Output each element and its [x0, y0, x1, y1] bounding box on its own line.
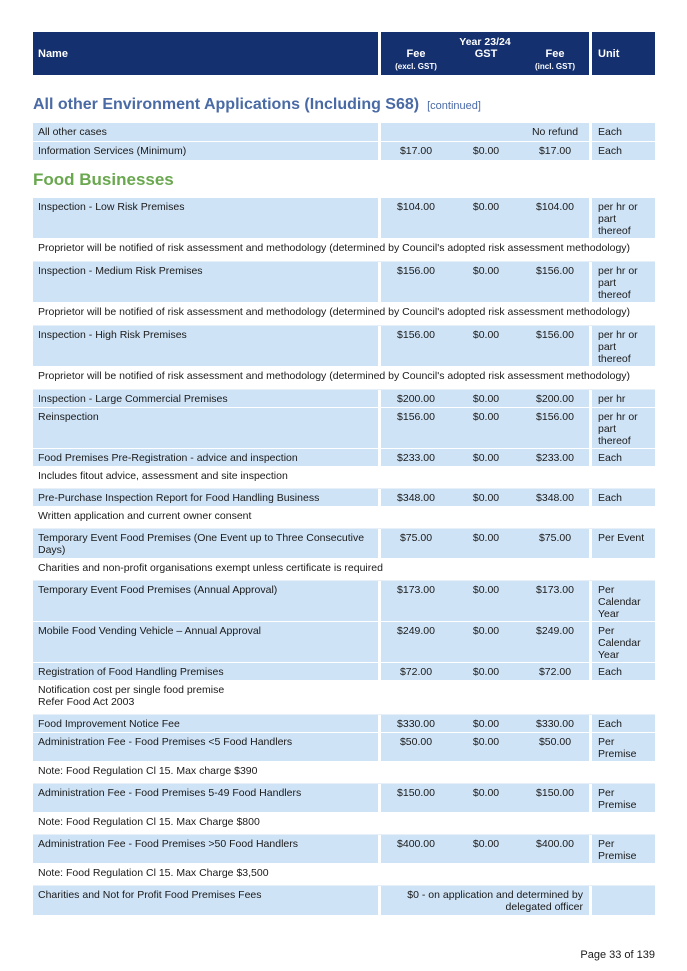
gst-cell: $0.00	[451, 715, 521, 732]
table-row	[33, 663, 655, 680]
unit-cell: Each	[592, 449, 655, 466]
table-note: Note: Food Regulation Cl 15. Max charge $390	[33, 762, 655, 784]
table-row	[33, 489, 655, 506]
gst-cell: $0.00	[451, 663, 521, 680]
fee-incl-cell: $50.00	[521, 733, 589, 761]
section-title-environment: All other Environment Applications (Including S68) [continued]	[33, 96, 481, 113]
gst-cell: $0.00	[451, 408, 521, 448]
unit-cell: Per Calendar Year	[592, 622, 655, 662]
gst-cell: $0.00	[451, 142, 521, 160]
table-row	[33, 198, 655, 238]
fee-name-cell: Food Improvement Notice Fee	[33, 715, 378, 732]
table-note: Proprietor will be notified of risk assessment and methodology (determined by Council's adopted risk assessment methodology)	[33, 303, 655, 326]
table-note: Note: Food Regulation Cl 15. Max Charge $800	[33, 813, 655, 835]
gst-cell: $0.00	[451, 489, 521, 506]
fee-incl-cell: $200.00	[521, 390, 589, 407]
table-row	[33, 123, 655, 141]
fee-name-cell: Administration Fee - Food Premises <5 Food Handlers	[33, 733, 378, 761]
fee-incl-cell: $330.00	[521, 715, 589, 732]
fee-excl-cell: $156.00	[381, 326, 451, 366]
fee-excl-cell: $173.00	[381, 581, 451, 621]
fee-excl-cell: $75.00	[381, 529, 451, 558]
table-row	[33, 886, 655, 915]
fee-excl-cell: $400.00	[381, 835, 451, 863]
fee-name-cell: Administration Fee - Food Premises 5-49 Food Handlers	[33, 784, 378, 812]
unit-cell: Per Calendar Year	[592, 581, 655, 621]
unit-cell: Per Premise	[592, 835, 655, 863]
fee-name-cell: All other cases	[33, 123, 378, 141]
header-name: Name	[33, 32, 378, 75]
fee-name-cell: Pre-Purchase Inspection Report for Food Handling Business	[33, 489, 378, 506]
fee-name-cell: Temporary Event Food Premises (One Event up to Three Consecutive Days)	[33, 529, 378, 558]
fee-excl-cell: $330.00	[381, 715, 451, 732]
table-row	[33, 529, 655, 558]
fee-excl-cell: $17.00	[381, 142, 451, 160]
table-row	[33, 142, 655, 160]
fee-name-cell: Reinspection	[33, 408, 378, 448]
fee-excl-cell: $249.00	[381, 622, 451, 662]
gst-cell: $0.00	[451, 581, 521, 621]
fee-name-cell: Inspection - Medium Risk Premises	[33, 262, 378, 302]
table-row	[33, 622, 655, 662]
table-row	[33, 581, 655, 621]
gst-cell: $0.00	[451, 326, 521, 366]
fee-incl-cell: No refund	[521, 123, 589, 141]
unit-cell: Per Event	[592, 529, 655, 558]
table-row	[33, 390, 655, 407]
fee-excl-cell: $348.00	[381, 489, 451, 506]
fee-incl-cell: $104.00	[521, 198, 589, 238]
fee-note-cell: $0 - on application and determined by delegated officer	[381, 886, 589, 915]
fee-name-cell: Food Premises Pre-Registration - advice and inspection	[33, 449, 378, 466]
table-row	[33, 262, 655, 302]
fee-incl-cell: $75.00	[521, 529, 589, 558]
table-row	[33, 449, 655, 466]
unit-cell: Each	[592, 489, 655, 506]
gst-cell: $0.00	[451, 390, 521, 407]
fee-name-cell: Inspection - Low Risk Premises	[33, 198, 378, 238]
fee-incl-cell: $72.00	[521, 663, 589, 680]
fee-incl-cell: $156.00	[521, 408, 589, 448]
unit-cell: Each	[592, 715, 655, 732]
fee-incl-cell: $173.00	[521, 581, 589, 621]
table-note: Note: Food Regulation Cl 15. Max Charge $3,500	[33, 864, 655, 886]
fee-excl-cell: $72.00	[381, 663, 451, 680]
fee-name-cell: Information Services (Minimum)	[33, 142, 378, 160]
table-note: Charities and non-profit organisations exempt unless certificate is required	[33, 559, 655, 581]
table-note: Proprietor will be notified of risk assessment and methodology (determined by Council's adopted risk assessment methodology)	[33, 239, 655, 262]
unit-cell: Each	[592, 123, 655, 141]
fee-incl-cell: $17.00	[521, 142, 589, 160]
environment-table	[33, 123, 655, 161]
table-row	[33, 784, 655, 812]
header-year-group	[381, 32, 589, 75]
food-table	[33, 198, 655, 916]
fee-incl-cell: $348.00	[521, 489, 589, 506]
unit-cell: Each	[592, 142, 655, 160]
gst-cell: $0.00	[451, 198, 521, 238]
fee-table-header	[33, 32, 655, 75]
header-fee-incl: Fee (incl. GST)	[535, 48, 575, 71]
fee-excl-cell: $156.00	[381, 262, 451, 302]
fee-incl-cell: $156.00	[521, 326, 589, 366]
unit-cell: per hr or part thereof	[592, 262, 655, 302]
fee-excl-cell: $156.00	[381, 408, 451, 448]
gst-cell: $0.00	[451, 529, 521, 558]
fee-excl-cell: $50.00	[381, 733, 451, 761]
unit-cell: Each	[592, 663, 655, 680]
header-fee-excl: Fee (excl. GST)	[395, 48, 437, 71]
fee-name-cell: Inspection - Large Commercial Premises	[33, 390, 378, 407]
gst-cell: $0.00	[451, 262, 521, 302]
unit-cell	[592, 886, 655, 915]
gst-cell: $0.00	[451, 784, 521, 812]
table-row	[33, 326, 655, 366]
unit-cell: Per Premise	[592, 784, 655, 812]
continued-label: [continued]	[427, 100, 481, 112]
gst-cell: $0.00	[451, 835, 521, 863]
gst-cell: $0.00	[451, 733, 521, 761]
fee-name-cell: Registration of Food Handling Premises	[33, 663, 378, 680]
section-title-food: Food Businesses	[33, 170, 174, 189]
header-year: Year 23/24	[459, 36, 511, 48]
table-row	[33, 835, 655, 863]
fee-incl-cell: $249.00	[521, 622, 589, 662]
table-note: Proprietor will be notified of risk assessment and methodology (determined by Council's adopted risk assessment methodology)	[33, 367, 655, 390]
gst-cell	[451, 123, 521, 141]
fee-excl-cell: $233.00	[381, 449, 451, 466]
table-row	[33, 715, 655, 732]
fee-name-cell: Inspection - High Risk Premises	[33, 326, 378, 366]
gst-cell: $0.00	[451, 449, 521, 466]
fee-incl-cell: $400.00	[521, 835, 589, 863]
unit-cell: per hr or part thereof	[592, 198, 655, 238]
table-note: Includes fitout advice, assessment and site inspection	[33, 467, 655, 489]
table-note: Notification cost per single food premise Refer Food Act 2003	[33, 681, 655, 715]
fee-incl-cell: $156.00	[521, 262, 589, 302]
header-unit: Unit	[592, 32, 655, 75]
table-row	[33, 733, 655, 761]
unit-cell: per hr or part thereof	[592, 326, 655, 366]
fee-name-cell: Mobile Food Vending Vehicle – Annual Approval	[33, 622, 378, 662]
gst-cell: $0.00	[451, 622, 521, 662]
fee-incl-cell: $150.00	[521, 784, 589, 812]
fee-excl-cell: $200.00	[381, 390, 451, 407]
page-number: Page 33 of 139	[580, 949, 655, 961]
fee-excl-cell: $104.00	[381, 198, 451, 238]
header-gst: GST	[474, 48, 498, 60]
fee-excl-cell	[381, 123, 451, 141]
unit-cell: per hr or part thereof	[592, 408, 655, 448]
table-row	[33, 408, 655, 448]
table-note: Written application and current owner consent	[33, 507, 655, 529]
unit-cell: per hr	[592, 390, 655, 407]
fee-name-cell: Temporary Event Food Premises (Annual Approval)	[33, 581, 378, 621]
fee-name-cell: Charities and Not for Profit Food Premises Fees	[33, 886, 378, 915]
fee-name-cell: Administration Fee - Food Premises >50 Food Handlers	[33, 835, 378, 863]
fee-excl-cell: $150.00	[381, 784, 451, 812]
unit-cell: Per Premise	[592, 733, 655, 761]
fee-incl-cell: $233.00	[521, 449, 589, 466]
